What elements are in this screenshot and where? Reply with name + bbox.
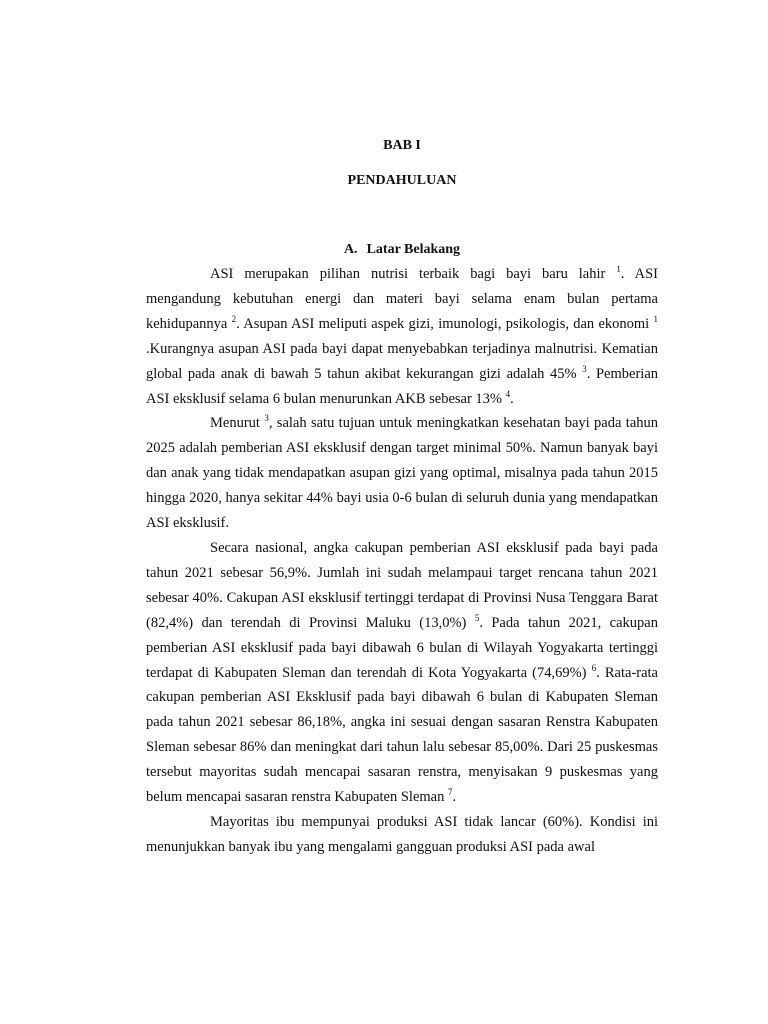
citation-marker: 4 [505, 388, 511, 399]
paragraph-text: . [510, 390, 514, 407]
paragraph-text: . Rata-rata cakupan pemberian ASI Eksklusif pada bayi dibawah 6 bulan di Kabupaten Sleman pada tahun 2021 sebesar 86,18%, angka ini sesuai dengan sasaran Renstra Kabupaten Sleman sebesar 86% dan meningkat dari tahun lalu sebesar 85,00%. Dari 25 puskesmas tersebut mayoritas sudah mencapai sasaran renstra, menyisakan 9 puskesmas yang belum mencapai sasaran renstra Kabupaten Sleman [146, 664, 658, 806]
paragraph-text: . ASI mengandung kebutuhan energi dan materi bayi selama enam bulan pertama kehidupannya [146, 266, 658, 332]
citation-marker: 3 [582, 363, 587, 374]
citation-marker: 1 [616, 264, 621, 274]
citation-marker: 6 [591, 662, 597, 673]
body-paragraph [146, 536, 658, 810]
paragraph-text: . [452, 789, 457, 806]
paragraph-text: ASI merupakan pilihan nutrisi terbaik bagi bayi baru lahir [210, 266, 617, 282]
section-heading [0, 242, 768, 258]
citation-marker: 5 [474, 612, 480, 623]
citation-marker: 2 [231, 313, 237, 324]
paragraph-text: Secara nasional, angka cakupan pemberian ASI eksklusif pada bayi pada tahun 2021 sebesar 56,9%. Jumlah ini sudah melampaui target rencana tahun 2021 sebesar 40%. Cakupan ASI eksklusif tertinggi terdapat di Provinsi Nusa Tenggara Barat (82,4%) dan terendah di Provinsi Maluku (13,0%) [146, 539, 658, 631]
paragraph-text: . Pemberian ASI eksklusif selama 6 bulan menurunkan AKB sebesar 13% [146, 365, 659, 407]
paragraph-text: Mayoritas ibu mempunyai produksi ASI tidak lancar (60%). Kondisi ini menunjukkan banyak ibu yang mengalami gangguan produksi ASI pada awal [146, 813, 658, 855]
body-paragraph [146, 262, 658, 411]
chapter-title: PENDAHULUAN [347, 173, 457, 188]
paragraph-text: , salah satu tujuan untuk meningkatkan kesehatan bayi pada tahun 2025 adalah pemberian ASI eksklusif dengan target minimal 50%. Namun banyak bayi dan anak yang tidak mendapatkan asupan gizi yang optimal, misalnya pada tahun 2015 hingga 2020, hanya sekitar 44% bayi usia 0-6 bulan di seluruh dunia yang mendapatkan ASI eksklusif. [146, 415, 659, 532]
body-paragraph [146, 810, 658, 860]
citation-marker: 1 [653, 313, 658, 324]
body-paragraph [146, 411, 658, 536]
paragraph-text: Menurut [210, 415, 265, 432]
document-body [146, 262, 658, 860]
chapter-number: BAB I [383, 138, 421, 153]
paragraph-text: . Pada tahun 2021, cakupan pemberian ASI eksklusif pada bayi dibawah 6 bulan di Wilayah Yogyakarta tertinggi terdapat di Kabupaten Sleman dan terendah di Kota Yogyakarta (74,69%) [146, 614, 658, 681]
citation-marker: 3 [264, 413, 269, 424]
section-marker: A. [343, 242, 358, 257]
citation-marker: 7 [447, 787, 453, 798]
paragraph-text: .Kurangnya asupan ASI pada bayi dapat menyebabkan terjadinya malnutrisi. Kematian global pada anak di bawah 5 tahun akibat kekurangan gizi adalah 45% [146, 340, 658, 382]
paragraph-text: . Asupan ASI meliputi aspek gizi, imunologi, psikologis, dan ekonomi [236, 315, 654, 332]
section-title: Latar Belakang [366, 242, 461, 257]
